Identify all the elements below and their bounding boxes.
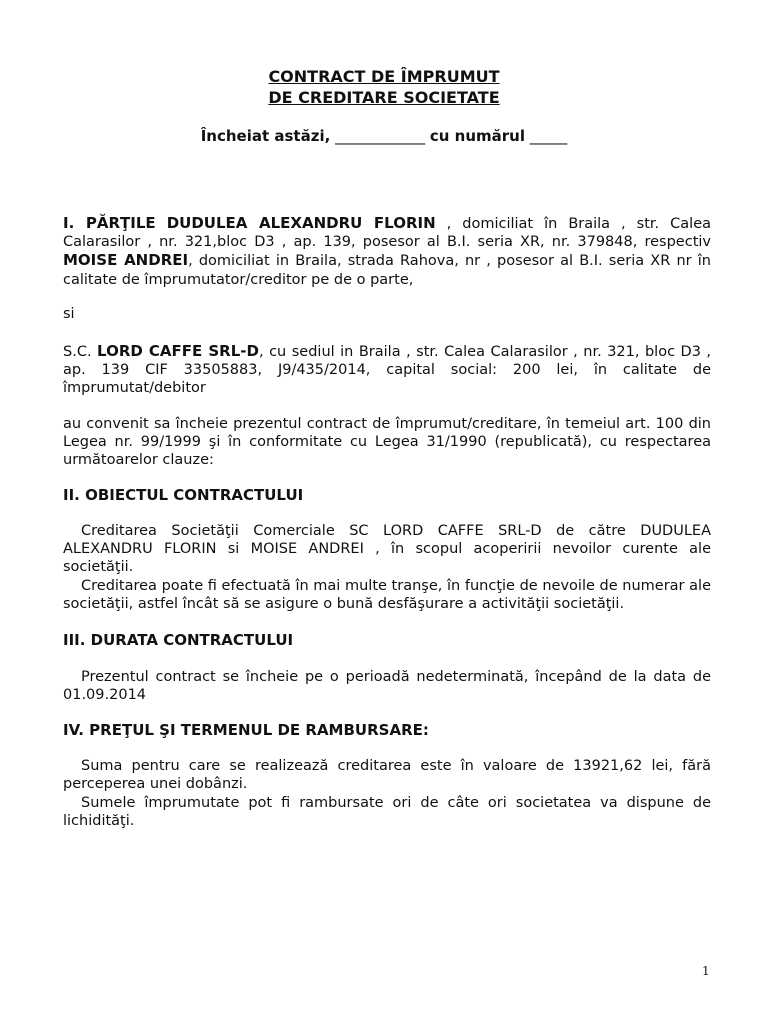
party-2-details: , domiciliat in Braila, strada Rahova, nr , posesor al B.I. seria XR nr în calitate de împrumutator/creditor pe de o parte, bbox=[63, 253, 711, 288]
title-line-1: CONTRACT DE ÎMPRUMUT bbox=[268, 67, 500, 86]
parties-paragraph bbox=[63, 214, 711, 289]
company-paragraph bbox=[63, 342, 711, 398]
number-blank: _____ bbox=[529, 127, 568, 145]
contract-date-line bbox=[0, 126, 768, 146]
date-label: Încheiat astăzi, bbox=[200, 127, 331, 145]
section-2-heading: II. OBIECTUL CONTRACTULUI bbox=[63, 486, 304, 504]
section-2-para-1-text: Creditarea Societăţii Comerciale SC LORD CAFFE SRL-D de către DUDULEA ALEXANDRU FLORIN si MOISE ANDREI , în scopul acoperirii nevoilor curente ale societăţii. bbox=[63, 523, 711, 576]
company-prefix: S.C. bbox=[63, 344, 98, 360]
party-2-name: MOISE ANDREI bbox=[63, 251, 189, 270]
date-blank: ____________ bbox=[335, 127, 426, 145]
section-4-para-1-text: Suma pentru care se realizează creditarea este în valoare de 13921,62 lei, fără perceperea unei dobânzi. bbox=[63, 758, 711, 793]
section-3-heading: III. DURATA CONTRACTULUI bbox=[63, 631, 294, 649]
number-label: cu numărul bbox=[429, 127, 525, 145]
section-2-para-1 bbox=[63, 522, 711, 577]
section-3-para-1 bbox=[63, 668, 711, 704]
company-details: , cu sediul in Braila , str. Calea Calarasilor , nr. 321, bloc D3 , ap. 139 CIF 33505883, J9/435/2014, capital social: 200 lei, în calitate de împrumutat/debitor bbox=[63, 344, 712, 397]
section-4-para-1 bbox=[63, 757, 711, 793]
section-3-para-1-text: Prezentul contract se încheie pe o perioadă nedeterminată, începând de la data de 01.09.2014 bbox=[63, 669, 711, 704]
conjunction-text: si bbox=[63, 306, 75, 322]
section-4-para-2-text: Sumele împrumutate pot fi rambursate ori de câte ori societatea va dispune de lichidităţi. bbox=[63, 795, 711, 830]
agreement-paragraph: au convenit sa încheie prezentul contract de împrumut/creditare, în temeiul art. 100 din Legea nr. 99/1999 şi în conformitate cu Legea 31/1990 (republicată), cu respectarea următoarelor clauze: bbox=[63, 416, 711, 469]
section-2-para-2 bbox=[63, 577, 711, 613]
party-1-name: DUDULEA ALEXANDRU FLORIN bbox=[166, 214, 436, 232]
title-line-2: DE CREDITARE SOCIETATE bbox=[268, 88, 500, 107]
page-number: 1 bbox=[702, 964, 710, 978]
section-1-heading: I. PĂRŢILE bbox=[63, 214, 156, 232]
section-4-para-2 bbox=[63, 794, 711, 830]
section-2-para-2-text: Creditarea poate fi efectuată în mai multe tranşe, în funcţie de nevoile de numerar ale societăţii, astfel încât să se asigure o bună desfăşurare a activităţii societăţii. bbox=[63, 578, 711, 613]
company-name: LORD CAFFE SRL-D bbox=[97, 342, 259, 360]
section-4-heading: IV. PREŢUL ŞI TERMENUL DE RAMBURSARE: bbox=[63, 721, 429, 739]
party-1-details: , domiciliat în Braila , str. Calea Calarasilor , nr. 321,bloc D3 , ap. 139, posesor al B.I. seria XR, nr. 379848, respectiv bbox=[63, 216, 711, 251]
